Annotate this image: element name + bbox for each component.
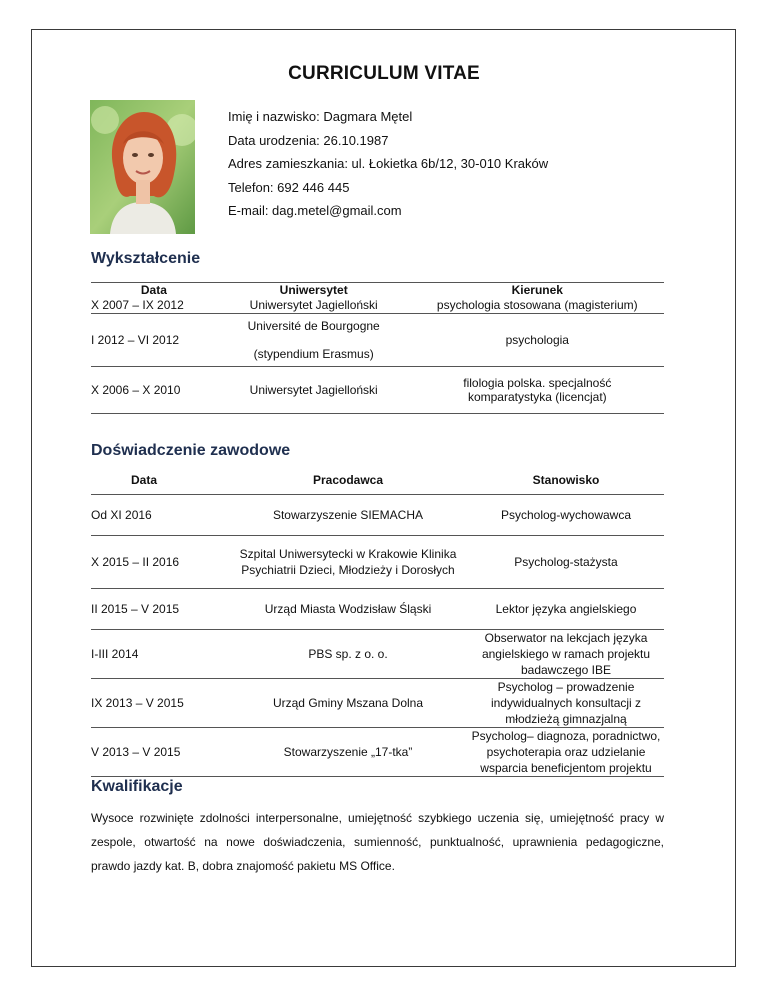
exp-date: IX 2013 – V 2015 — [91, 679, 228, 728]
table-row — [91, 630, 664, 679]
birth-date-line: Data urodzenia: 26.10.1987 — [228, 132, 389, 148]
edu-university: Uniwersytet Jagielloński — [217, 297, 411, 314]
exp-employer: Stowarzyszenie „17-tka” — [228, 728, 468, 777]
column-header-university: Uniwersytet — [279, 283, 348, 297]
name-line: Imię i nazwisko: Dagmara Mętel — [228, 109, 413, 124]
edu-field: psychologia — [411, 314, 664, 367]
phone-line: Telefon: 692 446 445 — [228, 179, 350, 195]
table-row — [91, 589, 664, 630]
personal-info — [228, 109, 548, 227]
table-row — [91, 728, 664, 777]
exp-employer: Urząd Miasta Wodzisław Śląski — [228, 589, 468, 630]
address-line: Adres zamieszkania: ul. Łokietka 6b/12, 30-010 Kraków — [228, 156, 549, 171]
experience-heading: Doświadczenie zawodowe — [91, 442, 291, 459]
edu-date: X 2007 – IX 2012 — [91, 297, 217, 314]
exp-date: X 2015 – II 2016 — [91, 536, 228, 589]
profile-photo — [90, 100, 195, 234]
page-title: CURRICULUM VITAE — [288, 63, 480, 84]
exp-employer: PBS sp. z o. o. — [228, 630, 468, 679]
exp-employer: Stowarzyszenie SIEMACHA — [228, 495, 468, 536]
education-heading: Wykształcenie — [91, 250, 201, 267]
table-row — [91, 367, 664, 414]
edu-date: X 2006 – X 2010 — [91, 367, 217, 414]
exp-position: Lektor języka angielskiego — [468, 589, 664, 630]
exp-position: Psycholog-stażysta — [468, 536, 664, 589]
exp-employer: Urząd Gminy Mszana Dolna — [228, 679, 468, 728]
column-header-date: Data — [91, 466, 228, 495]
qualifications-heading: Kwalifikacje — [91, 778, 183, 795]
column-header-position: Stanowisko — [468, 466, 664, 495]
exp-date: I-III 2014 — [91, 630, 228, 679]
exp-position: Psycholog-wychowawca — [468, 495, 664, 536]
email-line: E-mail: dag.metel@gmail.com — [228, 203, 402, 218]
exp-date: V 2013 – V 2015 — [91, 728, 228, 777]
column-header-field: Kierunek — [511, 283, 563, 297]
table-row — [91, 536, 664, 589]
edu-university-cell — [217, 314, 411, 367]
exp-position: Psycholog – prowadzenie indywidualnych konsultacji z młodzieżą gimnazjalną — [468, 679, 664, 728]
exp-position: Psycholog– diagnoza, poradnictwo, psychoterapia oraz udzielanie wsparcia beneficjentom projektu — [468, 728, 664, 777]
experience-table — [91, 466, 664, 777]
exp-date: II 2015 – V 2015 — [91, 589, 228, 630]
edu-note: (stypendium Erasmus) — [253, 347, 374, 361]
edu-field: filologia polska. specjalność komparatystyka (licencjat) — [411, 367, 664, 414]
exp-date: Od XI 2016 — [91, 495, 228, 536]
exp-position: Obserwator na lekcjach języka angielskiego w ramach projektu badawczego IBE — [468, 630, 664, 679]
column-header-date: Data — [140, 283, 167, 297]
column-header-employer: Pracodawca — [228, 466, 468, 495]
edu-date: I 2012 – VI 2012 — [91, 314, 217, 367]
table-row — [91, 297, 664, 314]
education-table — [91, 282, 664, 414]
edu-university: Université de Bourgogne — [247, 319, 380, 333]
edu-university: Uniwersytet Jagielloński — [217, 367, 411, 414]
qualifications-text: Wysoce rozwinięte zdolności interpersonalne, umiejętność szybkiego uczenia się, umiejętność pracy w zespole, otwartość na nowe doświadczenia, sumienność, punktualność, uprawnienia pedagogiczne, prawdo jazdy kat. B, dobra znajomość pakietu MS Office. — [91, 811, 664, 873]
exp-employer: Szpital Uniwersytecki w Krakowie Klinika Psychiatrii Dzieci, Młodzieży i Dorosłych — [228, 536, 468, 589]
edu-field: psychologia stosowana (magisterium) — [411, 297, 664, 314]
table-row — [91, 495, 664, 536]
table-row — [91, 314, 664, 367]
table-row — [91, 679, 664, 728]
